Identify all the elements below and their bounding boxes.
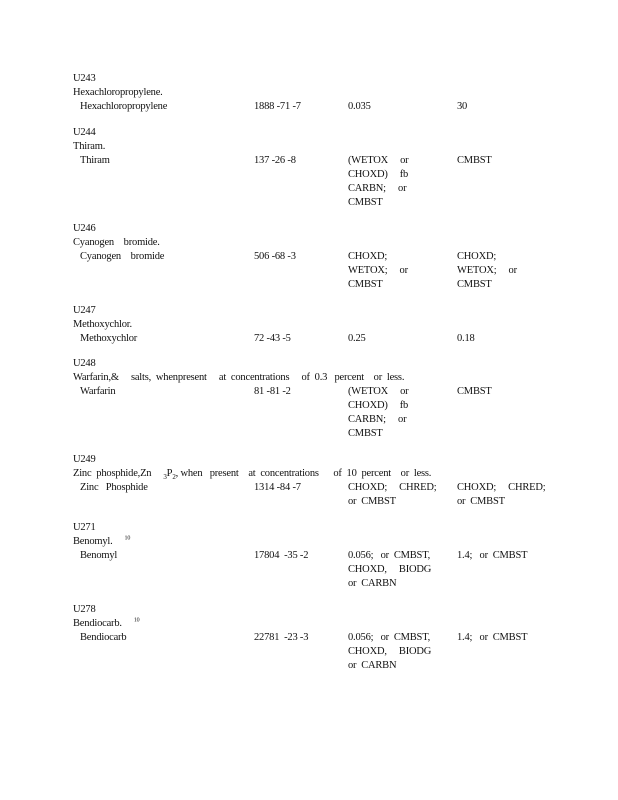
constituent-name: Methoxychlor [80,333,138,344]
subscript: 3 [163,473,167,482]
wastewater-line: WETOX; or [348,265,408,276]
wastewater-line: CARBN; or [348,414,407,425]
constituent-name: Benomyl [80,550,118,561]
cas-number: 81 -81 -2 [254,386,291,397]
nonwastewater-standard [457,631,527,645]
constituent-name: Warfarin [80,386,116,397]
waste-code: U246 [73,223,96,234]
cas-number: 1314 -84 -7 [254,482,301,493]
wastewater-line: CHOXD, BIODG [348,646,432,657]
wastewater-line: CHOXD) fb [348,169,409,180]
wastewater-line: 0.056; or CMBST, [348,550,431,561]
nonwastewater-line: or CMBST [457,496,505,507]
wastewater-standard [348,250,408,292]
nonwastewater-standard [457,332,475,346]
cas-number: 22781 -23 -3 [254,632,309,643]
wastewater-standard [348,154,408,210]
wastewater-standard [348,332,366,346]
constituent-name: Cyanogen bromide [80,251,165,262]
wastewater-line: CMBST [348,279,383,290]
entry-heading: Warfarin,& salts, whenpresent at concentrations of 0.3 percent or less. [73,372,405,383]
nonwastewater-line: 30 [457,101,468,112]
waste-code: U244 [73,127,96,138]
wastewater-standard [348,481,436,509]
nonwastewater-standard [457,385,492,399]
nonwastewater-line: CHOXD; CHRED; [457,482,546,493]
cas-number: 1888 -71 -7 [254,101,301,112]
nonwastewater-standard [457,154,492,168]
footnote-marker: 10 [124,535,131,542]
entry-heading: Hexachloropropylene. [73,87,163,98]
nonwastewater-line: CMBST [457,386,492,397]
wastewater-line: or CMBST [348,496,396,507]
subscript: 2 [172,473,176,482]
entry-heading [73,535,130,548]
wastewater-line: or CARBN [348,660,397,671]
wastewater-line: CMBST [348,197,383,208]
waste-code: U271 [73,522,96,533]
nonwastewater-line: CMBST [457,155,492,166]
wastewater-line: or CARBN [348,578,397,589]
wastewater-line: CHOXD, BIODG [348,564,432,575]
waste-code: U247 [73,305,96,316]
heading-text: P [166,468,173,479]
wastewater-line: (WETOX or [348,155,409,166]
heading-text: Zinc phosphide,Zn [73,468,152,479]
entry-heading: Cyanogen bromide. [73,237,160,248]
wastewater-line: 0.25 [348,333,366,344]
wastewater-line: 0.035 [348,101,371,112]
waste-code: U248 [73,358,96,369]
wastewater-standard [348,385,408,441]
wastewater-line: CMBST [348,428,383,439]
nonwastewater-standard [457,549,527,563]
constituent-name: Hexachloropropylene [80,101,168,112]
nonwastewater-line: 1.4; or CMBST [457,550,528,561]
nonwastewater-standard [457,250,517,292]
cas-number: 72 -43 -5 [254,333,291,344]
waste-code: U278 [73,604,96,615]
nonwastewater-standard [457,100,467,114]
entry-heading: Thiram. [73,141,106,152]
nonwastewater-standard [457,481,545,509]
cas-number: 506 -68 -3 [254,251,296,262]
nonwastewater-line: WETOX; or [457,265,517,276]
footnote-marker: 10 [133,617,140,624]
heading-text: , when present at concentrations of 10 percent or less. [175,468,432,479]
waste-code: U243 [73,73,96,84]
cas-number: 137 -26 -8 [254,155,296,166]
constituent-name: Zinc Phosphide [80,482,148,493]
wastewater-standard [348,631,431,673]
constituent-name: Bendiocarb [80,632,127,643]
entry-heading [73,617,139,630]
wastewater-standard [348,549,431,591]
wastewater-line: CARBN; or [348,183,407,194]
wastewater-line: CHOXD; [348,251,388,262]
nonwastewater-line: CMBST [457,279,492,290]
wastewater-line: CHOXD) fb [348,400,409,411]
wastewater-line: CHOXD; CHRED; [348,482,437,493]
heading-text: Benomyl. [73,536,113,547]
nonwastewater-line: 0.18 [457,333,475,344]
constituent-name: Thiram [80,155,110,166]
wastewater-standard [348,100,371,114]
wastewater-line: (WETOX or [348,386,409,397]
nonwastewater-line: 1.4; or CMBST [457,632,528,643]
entry-heading [73,467,431,480]
wastewater-line: 0.056; or CMBST, [348,632,431,643]
waste-code: U249 [73,454,96,465]
cas-number: 17804 -35 -2 [254,550,309,561]
nonwastewater-line: CHOXD; [457,251,497,262]
heading-text: Bendiocarb. [73,618,122,629]
entry-heading: Methoxychlor. [73,319,132,330]
